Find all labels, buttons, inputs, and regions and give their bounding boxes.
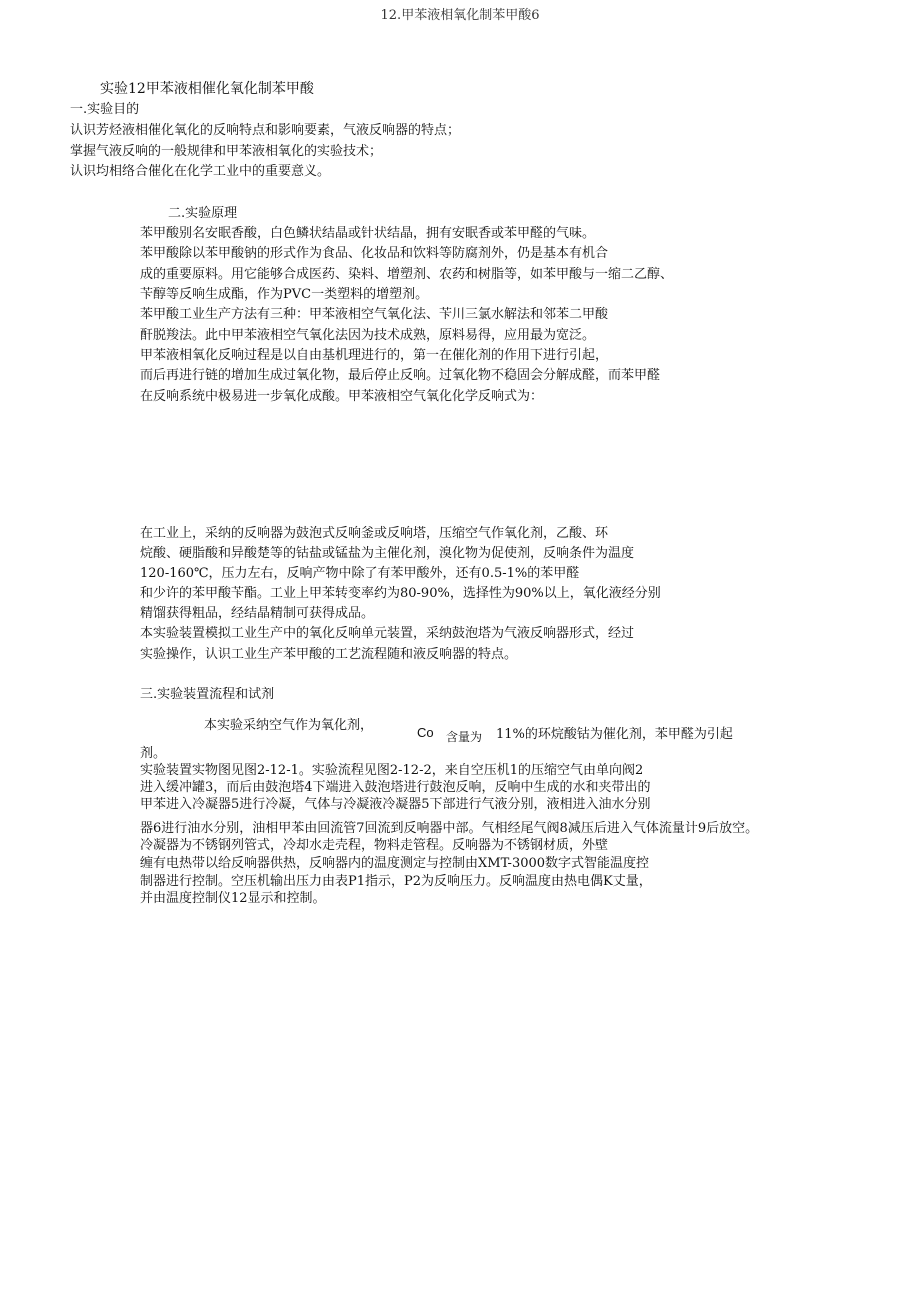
section3-line-5: 冷凝器为不锈钢列管式，冷却水走壳程，物料走管程。反响器为不锈钢材质，外壁: [140, 838, 609, 853]
section2-line-9: 在反响系统中极易进一步氧化成酸。甲苯液相空气氧化化学反响式为：: [140, 389, 544, 404]
section2-line-11: 烷酸、硬脂酸和异酸楚等的钴盐或锰盐为主催化剂，溴化物为促使剂，反响条件为温度: [140, 546, 635, 561]
section2-line-12: 120-160℃，压力左右，反响产物中除了有苯甲酸外，还有0.5-1%的苯甲醛: [140, 566, 580, 581]
section3-reagent-co: Co: [417, 725, 434, 740]
section3-line-6: 缠有电热带以给反响器供热，反响器内的温度测定与控制由XMT-3000数字式智能温度控: [140, 856, 650, 871]
section2-line-4: 苄醇等反响生成酯，作为PVC一类塑料的增塑剂。: [140, 287, 429, 302]
section3-reagent-part-b: 含量为: [446, 730, 483, 744]
section3-reagent-part-c: 11%的环烷酸钴为催化剂，苯甲醛为引起: [496, 727, 733, 742]
section1-line-1: 认识芳烃液相催化氧化的反响特点和影响要素，气液反响器的特点；: [70, 123, 461, 138]
section2-line-2: 苯甲酸除以苯甲酸钠的形式作为食品、化妆品和饮料等防腐剂外，仍是基本有机合: [140, 246, 609, 261]
section2-line-7: 甲苯液相氧化反响过程是以自由基机理进行的，第一在催化剂的作用下进行引起，: [140, 348, 609, 363]
section2-line-3: 成的重要原料。用它能够合成医药、染料、增塑剂、农药和树脂等，如苯甲酸与一缩二乙醇、: [140, 267, 674, 282]
page-header-title: 12.甲苯液相氧化制苯甲酸6: [380, 8, 540, 23]
section1-line-3: 认识均相络合催化在化学工业中的重要意义。: [70, 164, 331, 179]
section2-line-13: 和少许的苯甲酸苄酯。工业上甲苯转变率约为80-90%，选择性为90%以上，氧化液经分别: [140, 586, 661, 601]
section1-heading: 一.实验目的: [70, 102, 140, 117]
section3-line-7: 制器进行控制。空压机输出压力由表P1指示，P2为反响压力。反响温度由热电偶K丈量，: [140, 874, 652, 889]
section3-line-2: 进入缓冲罐3，而后由鼓泡塔4下端进入鼓泡塔进行鼓泡反响，反响中生成的水和夹带出的: [140, 780, 651, 795]
section2-line-8: 而后再进行链的增加生成过氧化物，最后停止反响。过氧化物不稳固会分解成醛，而苯甲醛: [140, 368, 661, 383]
document-title: 实验12甲苯液相催化氧化制苯甲酸: [100, 81, 314, 97]
section3-reagent-part-d: 剂。: [140, 746, 167, 761]
section3-line-8: 并由温度控制仪12显示和控制。: [140, 891, 326, 906]
section2-line-5: 苯甲酸工业生产方法有三种：甲苯液相空气氧化法、苄川三氯水解法和邻苯二甲酸: [140, 307, 609, 322]
section2-line-10: 在工业上，采纳的反响器为鼓泡式反响釜或反响塔，压缩空气作氧化剂，乙酸、环: [140, 526, 609, 541]
section3-reagent-part-a: 本实验采纳空气作为氧化剂，: [204, 718, 374, 733]
section2-heading: 二.实验原理: [168, 206, 238, 221]
section2-line-1: 苯甲酸别名安眠香酸，白色鳞状结晶或针状结晶，拥有安眠香或苯甲醛的气味。: [140, 226, 596, 241]
section3-heading: 三.实验装置流程和试剂: [140, 687, 275, 702]
section2-line-16: 实验操作，认识工业生产苯甲酸的工艺流程随和液反响器的特点。: [140, 647, 518, 662]
section2-line-6: 酐脱羧法。此中甲苯液相空气氧化法因为技术成熟，原料易得，应用最为宽泛。: [140, 328, 596, 343]
section2-line-15: 本实验装置模拟工业生产中的氧化反响单元装置，采纳鼓泡塔为气液反响器形式，经过: [140, 626, 635, 641]
section2-line-14: 精馏获得粗品，经结晶精制可获得成品。: [140, 606, 375, 621]
section3-line-4: 器6进行油水分别，油相甲苯由回流管7回流到反响器中部。气相经尾气阀8减压后进入气体流量计9后放空。: [140, 821, 759, 836]
section3-line-3: 甲苯进入冷凝器5进行冷凝，气体与冷凝液冷凝器5下部进行气液分别，液相进入油水分别: [140, 797, 651, 812]
section1-line-2: 掌握气液反响的一般规律和甲苯液相氧化的实验技术；: [70, 144, 383, 159]
section3-line-1: 实验装置实物图见图2-12-1。实验流程见图2-12-2，来自空压机1的压缩空气由单向阀2: [140, 763, 644, 778]
